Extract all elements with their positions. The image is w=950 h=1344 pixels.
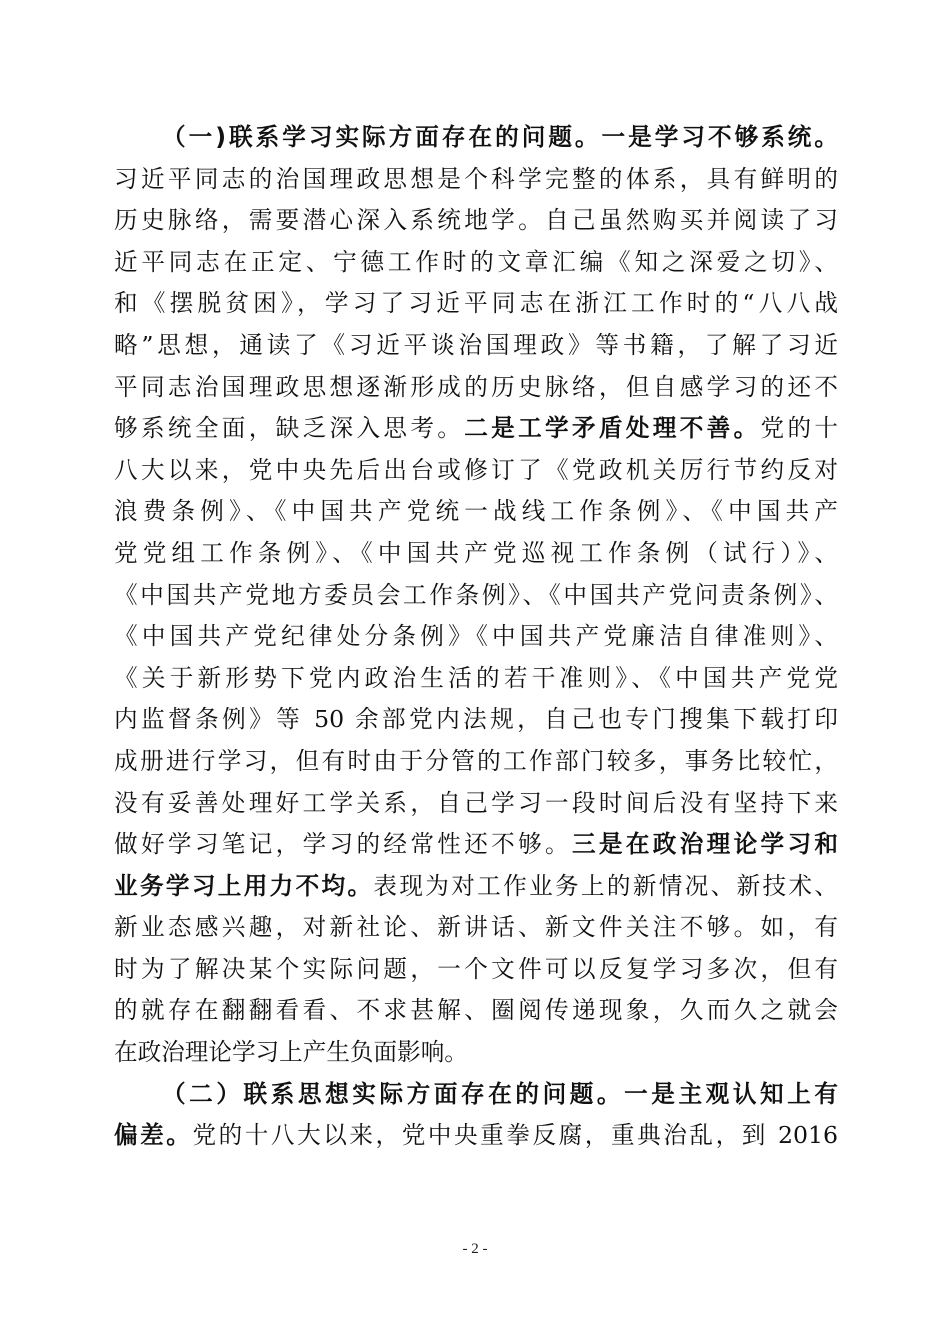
- body-text-segment: 时为了解决某个实际问题，一个文件可以反复学习多次，但有: [114, 954, 838, 983]
- body-text-segment: 历史脉络，需要潜心深入系统地学。自己虽然购买并阅读了习: [114, 206, 838, 235]
- body-text-segment: 平同志治国理政思想逐渐形成的历史脉络，但自感学习的还不: [114, 372, 838, 401]
- text-line: [114, 658, 838, 700]
- body-text-segment: 八大以来，党中央先后出台或修订了《党政机关厉行节约反对: [114, 455, 838, 484]
- text-line: [114, 1074, 838, 1116]
- text-line: [114, 159, 838, 201]
- text-line: [114, 283, 838, 325]
- page-number: - 2 -: [462, 1241, 488, 1257]
- body-text-segment: 习近平同志的治国理政思想是个科学完整的体系，具有鲜明的: [114, 164, 838, 193]
- text-line: [114, 783, 838, 825]
- body-text-segment: 的就存在翻翻看看、不求甚解、圈阅传递现象，久而久之就会: [114, 996, 838, 1025]
- body-text-segment: 浪费条例》、《中国共产党统一战线工作条例》、《中国共产: [114, 497, 838, 526]
- text-line: [114, 990, 838, 1032]
- text-line: [114, 200, 838, 242]
- body-text: [114, 117, 838, 1157]
- text-line: [114, 450, 838, 492]
- text-line: [114, 616, 838, 658]
- text-line: [114, 575, 838, 617]
- text-line: [114, 1032, 838, 1074]
- text-line: [114, 1115, 838, 1157]
- bold-heading-text: （二）联系思想实际方面存在的问题。一是主观认知上有: [162, 1079, 838, 1108]
- text-line: [114, 533, 838, 575]
- text-line: [114, 367, 838, 409]
- body-text-segment: 表现为对工作业务上的新情况、新技术、: [373, 871, 839, 900]
- text-line: [114, 741, 838, 783]
- body-text-segment: 在政治理论学习上产生负面影响。: [114, 1038, 468, 1067]
- body-text-segment: 和《摆脱贫困》，学习了习近平同志在浙江工作时的“八八战: [114, 289, 838, 318]
- bold-heading-text: 偏差。: [114, 1121, 193, 1150]
- text-line: [114, 242, 838, 284]
- text-line: [114, 949, 838, 991]
- bold-heading-text: 二是工学矛盾处理不善。: [464, 414, 761, 443]
- body-text-segment: 近平同志在正定、宁德工作时的文章汇编《知之深爱之切》、: [114, 247, 838, 276]
- body-text-segment: 《中国共产党纪律处分条例》《中国共产党廉洁自律准则》、: [114, 622, 838, 651]
- text-line: [114, 325, 838, 367]
- body-text-segment: 没有妥善处理好工学关系，自己学习一段时间后没有坚持下来: [114, 788, 838, 817]
- bold-heading-text: 业务学习上用力不均。: [114, 871, 374, 900]
- body-text-segment: 略”思想，通读了《习近平谈治国理政》等书籍，了解了习近: [114, 330, 838, 359]
- text-line: [114, 699, 838, 741]
- body-text-segment: 成册进行学习，但有时由于分管的工作部门较多，事务比较忙，: [114, 746, 838, 775]
- text-line: [114, 907, 838, 949]
- body-text-segment: 新业态感兴趣，对新社论、新讲话、新文件关注不够。如，有: [114, 913, 838, 942]
- body-text-segment: 《关于新形势下党内政治生活的若干准则》、《中国共产党党: [114, 663, 838, 692]
- body-text-segment: 党党组工作条例》、《中国共产党巡视工作条例（试行）》、: [114, 538, 838, 567]
- body-text-segment: 内监督条例》等 50 余部党内法规，自己也专门搜集下载打印: [114, 705, 838, 734]
- text-line: [114, 117, 838, 159]
- body-text-segment: 《中国共产党地方委员会工作条例》、《中国共产党问责条例》、: [114, 580, 838, 609]
- text-line: [114, 824, 838, 866]
- body-text-segment: 做好学习笔记，学习的经常性还不够。: [114, 830, 572, 859]
- text-line: [114, 866, 838, 908]
- body-text-segment: 党的十八大以来，党中央重拳反腐，重典治乱，到 2016: [192, 1121, 838, 1150]
- bold-heading-text: （一)联系学习实际方面存在的问题。一是学习不够系统。: [162, 123, 838, 151]
- body-text-segment: 够系统全面，缺乏深入思考。: [114, 414, 465, 443]
- text-line: [114, 491, 838, 533]
- bold-heading-text: 三是在政治理论学习和: [571, 830, 839, 859]
- body-text-segment: 党的十: [760, 414, 839, 443]
- text-line: [114, 408, 838, 450]
